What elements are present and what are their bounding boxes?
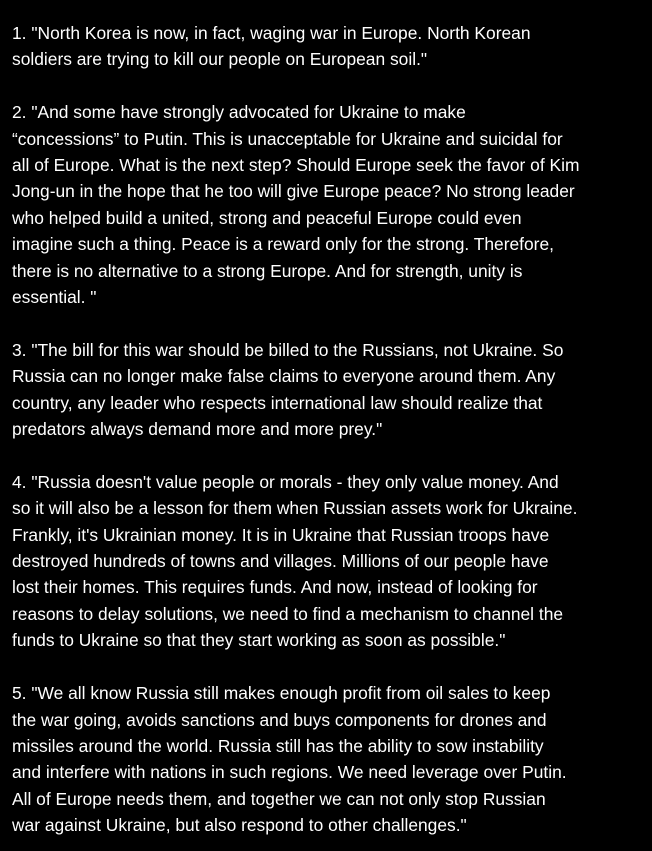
quote-paragraph-2: [12, 99, 638, 310]
text-line: All of Europe needs them, and together we can not only stop Russian: [12, 788, 546, 809]
text-line: 5. "We all know Russia still makes enough profit from oil sales to keep: [12, 683, 551, 704]
quote-document: [12, 20, 638, 839]
text-line: funds to Ukraine so that they start working as soon as possible.": [12, 630, 506, 651]
quote-paragraph-4: [12, 469, 638, 654]
text-line: soldiers are trying to kill our people on European soil.": [12, 49, 428, 70]
text-line: war against Ukraine, but also respond to other challenges.": [12, 815, 467, 836]
text-line: 3. "The bill for this war should be billed to the Russians, not Ukraine. So: [12, 339, 564, 360]
text-line: all of Europe. What is the next step? Should Europe seek the favor of Kim: [12, 155, 580, 176]
text-line: lost their homes. This requires funds. And now, instead of looking for: [12, 577, 538, 598]
text-line: and interfere with nations in such regions. We need leverage over Putin.: [12, 762, 567, 783]
text-line: 4. "Russia doesn't value people or morals - they only value money. And: [12, 471, 559, 492]
text-line: Jong-un in the hope that he too will give Europe peace? No strong leader: [12, 181, 575, 202]
text-line: Russia can no longer make false claims to everyone around them. Any: [12, 366, 556, 387]
text-line: “concessions” to Putin. This is unacceptable for Ukraine and suicidal for: [12, 128, 563, 149]
text-line: Frankly, it's Ukrainian money. It is in Ukraine that Russian troops have: [12, 524, 550, 545]
text-line: predators always demand more and more prey.": [12, 419, 383, 440]
text-line: who helped build a united, strong and peaceful Europe could even: [12, 207, 522, 228]
text-line: there is no alternative to a strong Europe. And for strength, unity is: [12, 260, 523, 281]
quote-paragraph-5: [12, 680, 638, 838]
quote-paragraph-3: [12, 337, 638, 443]
text-line: imagine such a thing. Peace is a reward only for the strong. Therefore,: [12, 234, 554, 255]
text-line: so it will also be a lesson for them when Russian assets work for Ukraine.: [12, 498, 578, 519]
text-line: essential. ": [12, 287, 97, 308]
text-line: missiles around the world. Russia still has the ability to sow instability: [12, 735, 544, 756]
text-line: reasons to delay solutions, we need to find a mechanism to channel the: [12, 603, 564, 624]
quote-paragraph-1: [12, 20, 638, 73]
text-line: country, any leader who respects international law should realize that: [12, 392, 543, 413]
text-line: 1. "North Korea is now, in fact, waging war in Europe. North Korean: [12, 23, 531, 43]
text-line: destroyed hundreds of towns and villages. Millions of our people have: [12, 551, 549, 572]
text-line: 2. "And some have strongly advocated for Ukraine to make: [12, 102, 466, 123]
text-line: the war going, avoids sanctions and buys components for drones and: [12, 709, 547, 730]
